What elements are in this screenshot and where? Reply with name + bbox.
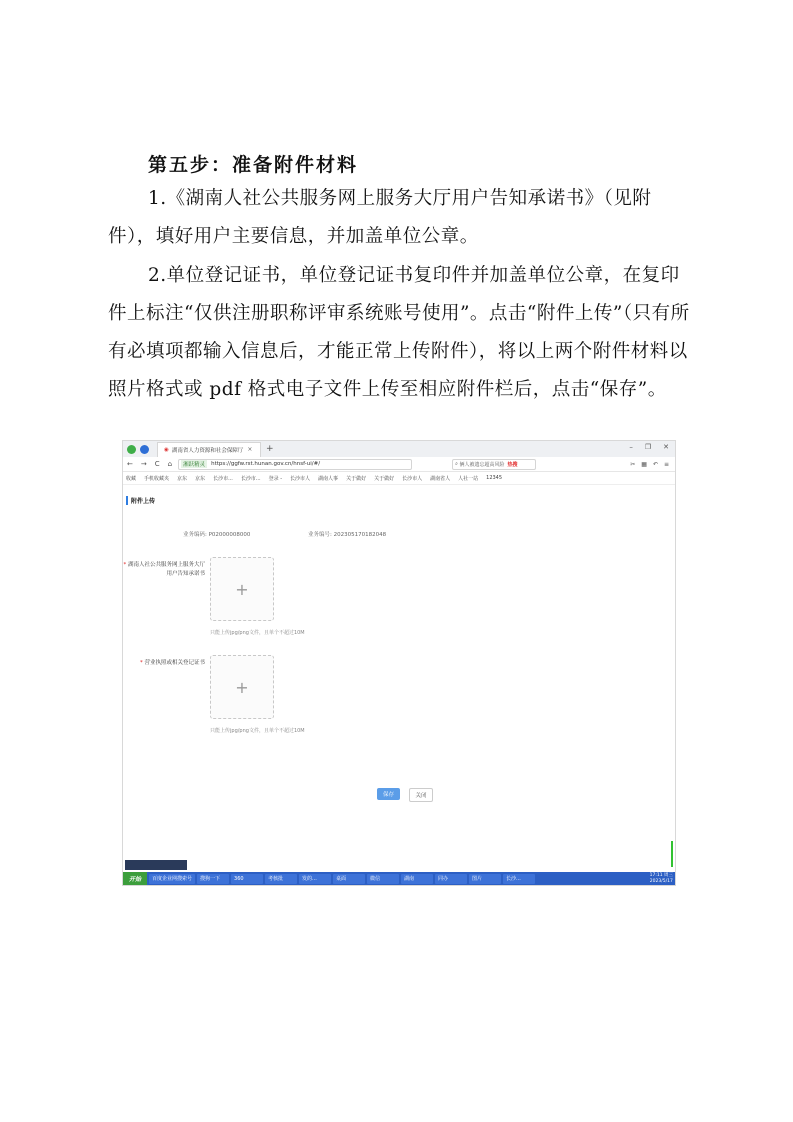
- taskbar-item[interactable]: 图片: [469, 874, 501, 884]
- toolbar-icons: [630, 461, 669, 468]
- upload-box-2[interactable]: +: [210, 655, 274, 719]
- shield-icon: [140, 445, 149, 454]
- field2-label: * 营业执照或相关登记证书: [139, 660, 205, 666]
- grid-icon[interactable]: ▦: [641, 460, 647, 468]
- upload-page: [123, 485, 675, 870]
- url-field[interactable]: [178, 459, 412, 470]
- taskbar-item[interactable]: 微信: [367, 874, 399, 884]
- close-icon[interactable]: ×: [247, 446, 253, 453]
- bookmark-item[interactable]: 人社一站: [458, 475, 479, 482]
- bookmarks-bar: [123, 472, 675, 485]
- bookmark-item[interactable]: 手机收藏夹: [144, 475, 170, 482]
- browser-tab-bar: [123, 441, 675, 457]
- clock-time: 17:11 周三: [649, 872, 673, 878]
- search-placeholder: 俩人被遗忘超高风险: [459, 461, 505, 468]
- browser-tab[interactable]: [157, 442, 261, 457]
- close-window-icon[interactable]: ✕: [663, 443, 669, 451]
- upload-hint-2: 只能上传jpg/png文件，且单个不超过10M: [210, 728, 305, 734]
- taskbar-item[interactable]: 发的...: [299, 874, 331, 884]
- system-tray: [650, 873, 675, 885]
- address-bar: [123, 457, 675, 472]
- bookmark-item[interactable]: 湖南省人: [430, 475, 451, 482]
- taskbar-item[interactable]: 同办: [435, 874, 467, 884]
- section-title: 附件上传: [126, 496, 155, 505]
- url-text: https://ggfw.rst.hunan.gov.cn/hnsf-ui/#/: [211, 461, 321, 467]
- home-icon[interactable]: ⌂: [167, 460, 173, 468]
- close-button[interactable]: 关闭: [409, 788, 433, 802]
- bookmark-item[interactable]: 关于做好: [346, 475, 367, 482]
- business-number: 业务编号: 202305170182048: [308, 532, 387, 538]
- bookmark-item[interactable]: 收藏: [126, 475, 137, 482]
- tab-favicon-icon: ◉: [164, 446, 169, 453]
- bookmark-item[interactable]: 登录 -: [268, 475, 283, 482]
- step-heading: 第五步：准备附件材料: [148, 154, 359, 176]
- clock-date: 2023/5/17: [649, 878, 673, 884]
- secure-badge: 湘跃精灵: [183, 462, 206, 468]
- bookmark-item[interactable]: 湖南人事: [318, 475, 339, 482]
- tab-title: 湖南省人力资源和社会保障厅: [171, 447, 244, 454]
- taskbar-item[interactable]: 搜狗一下: [197, 874, 229, 884]
- bookmark-item[interactable]: 长沙市...: [213, 475, 233, 482]
- minimize-icon[interactable]: –: [629, 443, 633, 451]
- taskbar-item[interactable]: 湖南: [401, 874, 433, 884]
- required-mark: *: [123, 562, 128, 568]
- bookmark-item[interactable]: 京东: [195, 475, 206, 482]
- forward-icon[interactable]: →: [140, 460, 147, 468]
- bookmark-item[interactable]: 京东: [177, 475, 188, 482]
- restore-icon[interactable]: ❐: [644, 443, 652, 451]
- window-controls: [629, 443, 669, 451]
- search-input[interactable]: [452, 459, 536, 470]
- undo-icon[interactable]: ↶: [652, 460, 658, 468]
- save-button[interactable]: 保存: [377, 788, 400, 800]
- upload-hint-1: 只能上传jpg/png文件，且单个不超过10M: [210, 630, 305, 636]
- upload-box-1[interactable]: +: [210, 557, 274, 621]
- embedded-screenshot: [122, 440, 676, 886]
- clock[interactable]: [650, 873, 673, 885]
- back-icon[interactable]: ←: [127, 460, 133, 468]
- bookmark-item[interactable]: 12345: [486, 475, 503, 481]
- bookmark-item[interactable]: 长沙市人: [290, 475, 311, 482]
- dark-overlay-bar: [125, 860, 187, 870]
- bookmark-item[interactable]: 长沙市...: [240, 475, 261, 482]
- paragraph-2: 2.单位登记证书，单位登记证书复印件并加盖单位公章，在复印件上标注“仅供注册职称评审系统账号使用”。点击“附件上传”（只有所有必填项都输入信息后，才能正常上传附件），将以上两个附件材料以照片格式或 pdf 格式电子文件上传至相应附件栏后，点击“保存”。: [108, 265, 690, 400]
- reload-icon[interactable]: C: [154, 460, 160, 468]
- taskbar-item[interactable]: 长沙...: [503, 874, 535, 884]
- required-mark: *: [139, 660, 145, 666]
- menu-icon[interactable]: ≡: [663, 460, 669, 468]
- browser-logo-icon: [127, 445, 136, 454]
- taskbar-item[interactable]: 桌面: [333, 874, 365, 884]
- field1-label: * 湖南人社公共服务网上服务大厅用户告知承诺书: [123, 562, 205, 577]
- taskbar-item[interactable]: 360: [231, 874, 263, 884]
- windows-taskbar: [123, 872, 675, 885]
- bookmark-item[interactable]: 长沙市人: [402, 475, 423, 482]
- nav-buttons: [127, 460, 172, 468]
- scissors-icon[interactable]: ✂: [630, 460, 636, 468]
- business-code: 业务编码: P02000008000: [183, 532, 251, 538]
- search-icon: ⌕: [455, 461, 460, 467]
- start-button[interactable]: 开始: [123, 872, 147, 885]
- taskbar-item[interactable]: 考核批: [265, 874, 297, 884]
- paragraph-1: 1.《湖南人社公共服务网上服务大厅用户告知承诺书》（见附件），填好用户主要信息，并加盖单位公章。: [108, 188, 652, 247]
- new-tab-icon[interactable]: +: [266, 444, 274, 454]
- hot-search-label[interactable]: 热搜: [507, 461, 518, 468]
- bookmark-item[interactable]: 关于做好: [374, 475, 395, 482]
- scroll-indicator: [671, 841, 673, 867]
- taskbar-item[interactable]: 百度企业网搜索号: [149, 874, 195, 884]
